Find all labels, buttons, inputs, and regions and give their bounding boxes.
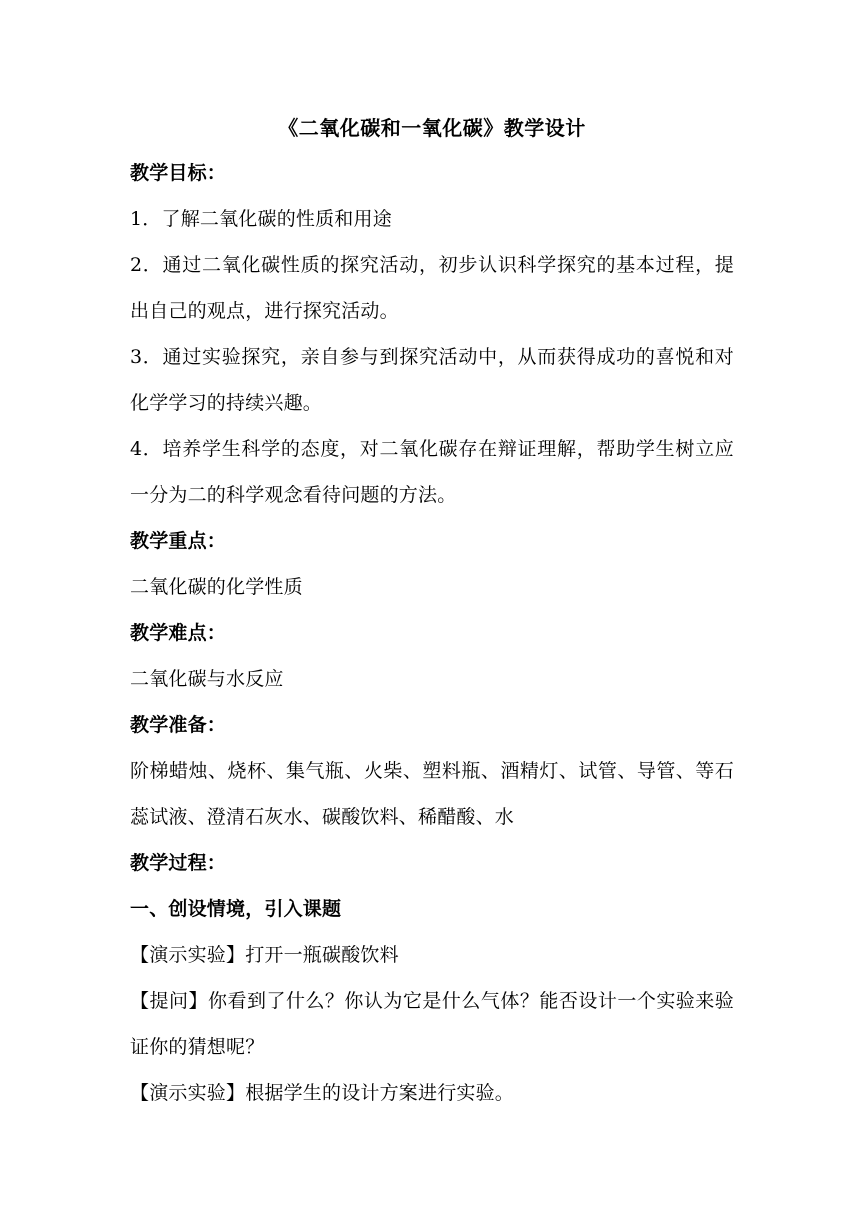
section-heading: 一、创设情境，引入课题 xyxy=(130,898,342,920)
objective-item: 3．通过实验探究，亲自参与到探究活动中，从而获得成功的喜悦和对化学学习的持续兴趣。 xyxy=(130,346,734,414)
section-item: 【演示实验】打开一瓶碳酸饮料 xyxy=(130,944,399,966)
section-item: 【演示实验】根据学生的设计方案进行实验。 xyxy=(130,1082,515,1104)
objective-item: 1．了解二氧化碳的性质和用途 xyxy=(130,208,392,230)
preparation-heading: 教学准备： xyxy=(130,714,227,736)
objectives-heading: 教学目标： xyxy=(130,162,227,184)
preparation-text: 阶梯蜡烛、烧杯、集气瓶、火柴、塑料瓶、酒精灯、试管、导管、等石蕊试液、澄清石灰水、碳酸饮料、稀醋酸、水 xyxy=(130,760,734,828)
document-title: 《二氧化碳和一氧化碳》教学设计 xyxy=(278,116,586,140)
key-point-text: 二氧化碳的化学性质 xyxy=(130,576,303,598)
difficulty-text: 二氧化碳与水反应 xyxy=(130,668,284,690)
objective-item: 2．通过二氧化碳性质的探究活动，初步认识科学探究的基本过程，提出自己的观点，进行探究活动。 xyxy=(130,254,734,322)
difficulty-heading: 教学难点： xyxy=(130,622,227,644)
objective-item: 4．培养学生科学的态度，对二氧化碳存在辩证理解，帮助学生树立应一分为二的科学观念看待问题的方法。 xyxy=(130,438,734,506)
process-heading: 教学过程： xyxy=(130,852,227,874)
document-body xyxy=(130,112,734,1124)
section-item: 【提问】你看到了什么？你认为它是什么气体？能否设计一个实验来验证你的猜想呢？ xyxy=(130,990,734,1058)
key-point-heading: 教学重点： xyxy=(130,530,227,552)
